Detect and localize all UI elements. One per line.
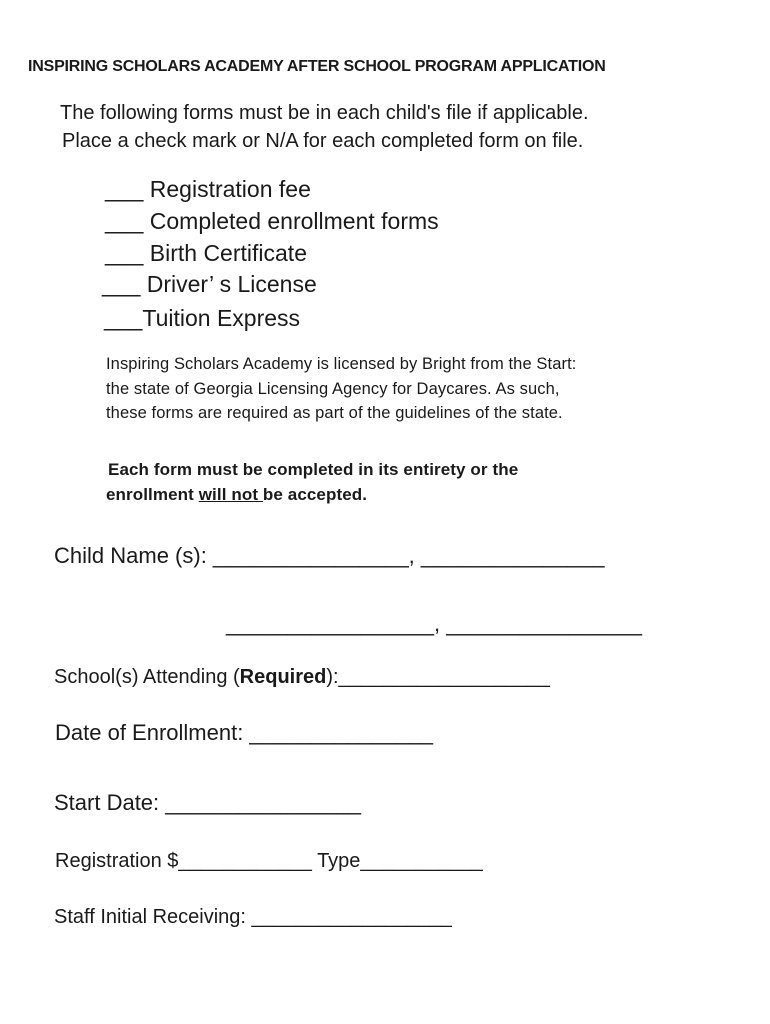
enrollment-date-field[interactable]: Date of Enrollment: _______________ bbox=[55, 720, 433, 745]
warning-text: enrollment bbox=[106, 485, 199, 504]
checklist-item-drivers-license: ___ Driver’ s License bbox=[102, 271, 317, 297]
required-label: Required bbox=[239, 666, 327, 688]
child-name-field-continued[interactable]: _________________, ________________ bbox=[226, 611, 642, 636]
licensing-note-line-3: these forms are required as part of the guidelines of the state. bbox=[106, 404, 563, 422]
start-date-field[interactable]: Start Date: ________________ bbox=[54, 790, 362, 815]
form-title: INSPIRING SCHOLARS ACADEMY AFTER SCHOOL PROGRAM APPLICATION bbox=[28, 58, 606, 75]
licensing-note-line-2: the state of Georgia Licensing Agency for Daycares. As such, bbox=[106, 380, 560, 398]
registration-field[interactable]: Registration $____________ Type___________ bbox=[55, 850, 483, 872]
child-name-field[interactable]: Child Name (s): ________________, _______________ bbox=[54, 543, 605, 568]
checklist-item-tuition-express: ___Tuition Express bbox=[104, 305, 301, 331]
staff-initial-field[interactable]: Staff Initial Receiving: __________________ bbox=[54, 906, 452, 928]
checklist-item-birth-certificate: ___ Birth Certificate bbox=[105, 240, 307, 266]
school-blank: ):___________________ bbox=[326, 666, 550, 688]
checklist-item-enrollment-forms: ___ Completed enrollment forms bbox=[105, 208, 439, 234]
school-attending-field[interactable] bbox=[54, 666, 550, 689]
warning-line-2 bbox=[106, 485, 367, 505]
licensing-note-line-1: Inspiring Scholars Academy is licensed by Bright from the Start: bbox=[106, 355, 577, 373]
warning-line-1: Each form must be completed in its entirety or the bbox=[108, 460, 519, 479]
checklist-item-registration-fee: ___ Registration fee bbox=[105, 176, 311, 202]
warning-underlined-text: will not bbox=[198, 485, 263, 504]
warning-text-end: be accepted. bbox=[262, 485, 368, 504]
school-label: School(s) Attending ( bbox=[54, 666, 240, 688]
intro-line-1: The following forms must be in each child's file if applicable. bbox=[60, 102, 589, 124]
intro-line-2: Place a check mark or N/A for each completed form on file. bbox=[62, 130, 584, 152]
